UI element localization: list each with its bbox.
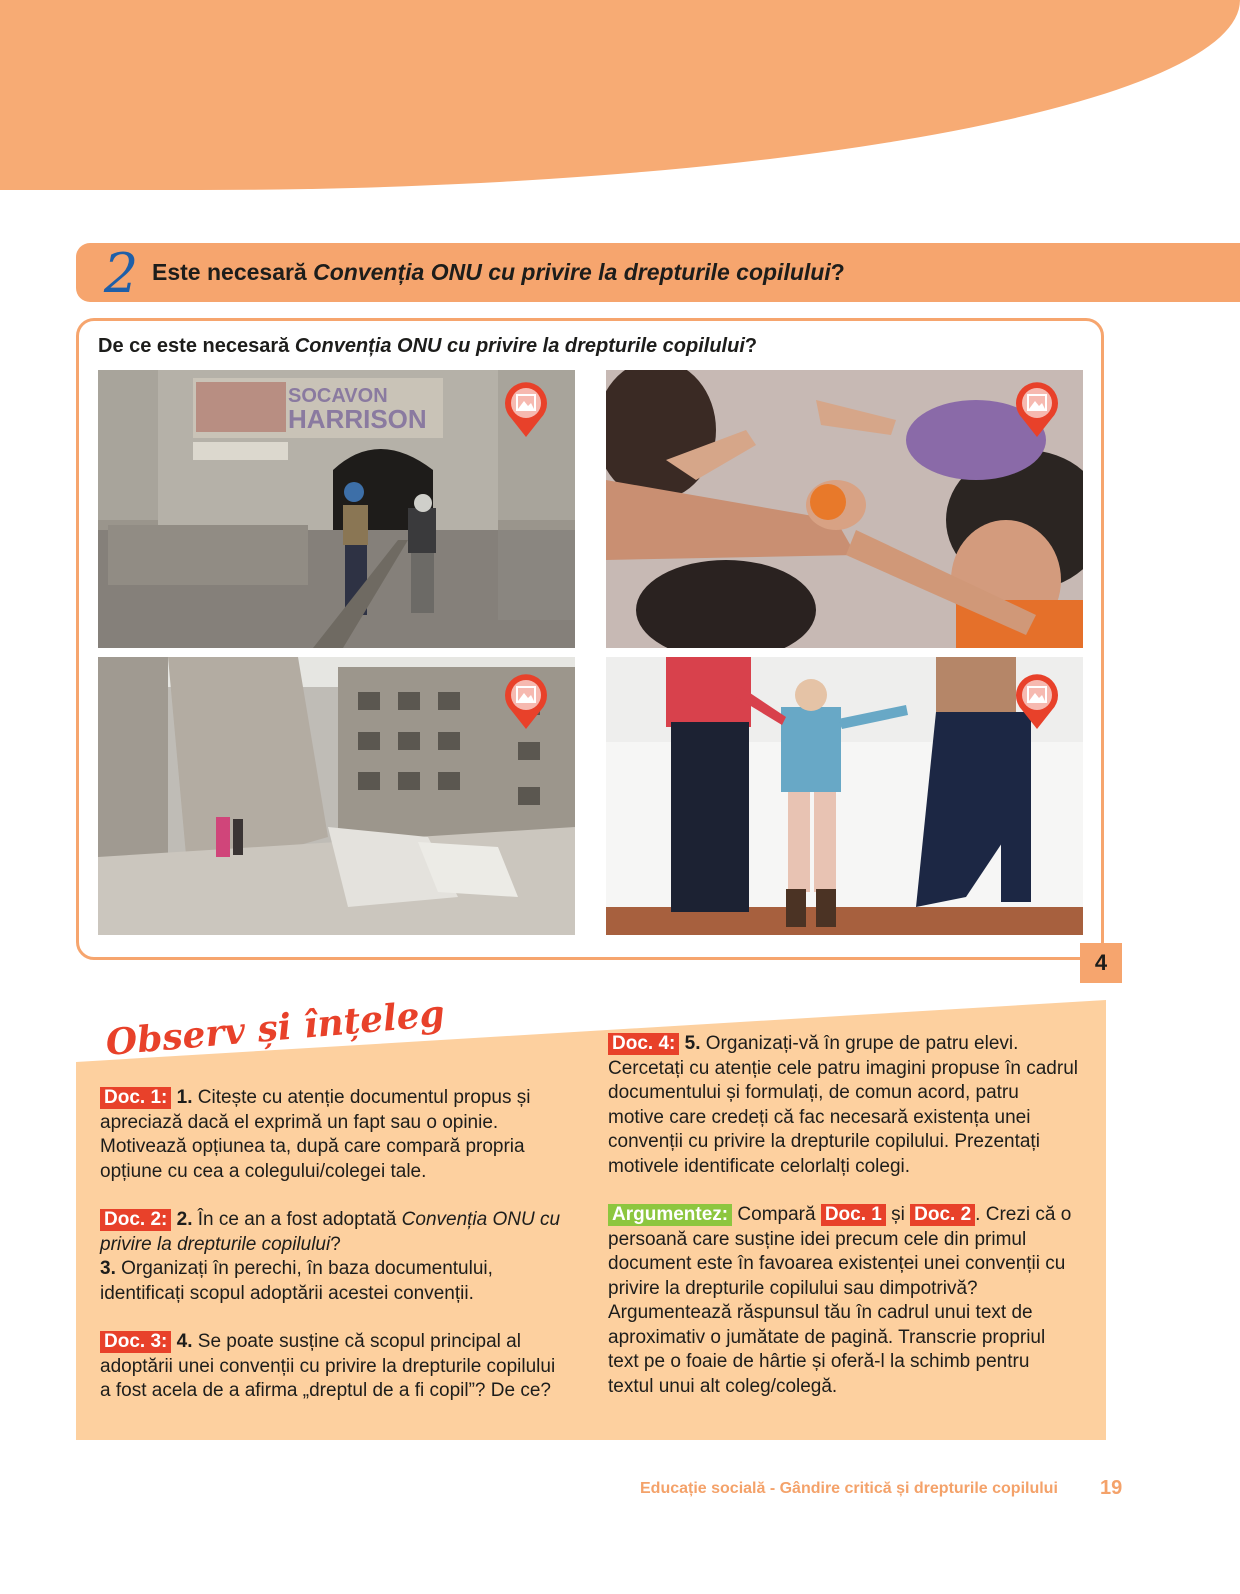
top-decorative-band	[0, 0, 1240, 190]
tasks-heading: Observ și înțeleg	[104, 992, 447, 1064]
doc2-tag: Doc. 2:	[100, 1209, 171, 1231]
doc1-tag: Doc. 1:	[100, 1087, 171, 1109]
section-number: 2	[103, 242, 139, 305]
document-number-badge: 4	[1080, 943, 1122, 983]
sign-line-1: SOCAVON	[288, 385, 388, 407]
tasks-left-column	[100, 1086, 570, 1428]
doc3-tag: Doc. 3:	[100, 1331, 171, 1353]
photo-child-parents	[606, 657, 1083, 935]
footer-book-title: Educație socială - Gândire critică și drepturile copilului	[640, 1480, 1058, 1497]
task-argument: Argumentez: Compară Doc. 1 și Doc. 2 . Crezi că o persoană care susține idei precum cele din primul document este în favoarea existenței unei convenții cu privire la drepturile copilului sau dimpotrivă? Argumentează răspunsul tău în cadrul unui text de aproximativ o jumătate de pagină. Transcrie propriul text pe o foaie de hârtie și oferă-l la schimb pentru textul unui alt coleg/colegă.	[608, 1204, 1072, 1397]
image-pin-icon[interactable]	[503, 672, 549, 730]
tasks-right-column	[608, 1032, 1078, 1423]
task-doc3: Doc. 3: 4. Se poate susține că scopul principal al adoptării unei convenții cu privire la drepturile copilului a fost acela de a afirma „dreptul de a fi copil”? De ce?	[100, 1331, 556, 1401]
task-doc4: Doc. 4: 5. Organizați-vă în grupe de patru elevi. Cercetați cu atenție cele patru imagini propuse în cadrul documentului și formulați, de comun acord, patru motive care credeți că fac necesară existența unei convenții cu privire la drepturile copilului. Prezentați motivele identificate celorlalți colegi.	[608, 1033, 1078, 1177]
photo-children-hands	[606, 370, 1083, 648]
image-pin-icon[interactable]	[1014, 380, 1060, 438]
document-question: De ce este necesară Convenția ONU cu privire la drepturile copilului?	[98, 335, 758, 357]
image-pin-icon[interactable]	[1014, 672, 1060, 730]
doc4-tag: Doc. 4:	[608, 1033, 679, 1055]
task-doc2: Doc. 2: 2. În ce an a fost adoptată Convenția ONU cu privire la drepturile copilului? 3. Organizați în perechi, în baza documentului, identificați scopul adoptării acestei convenții.	[100, 1209, 561, 1304]
section-title: Este necesară Convenția ONU cu privire la drepturile copilului?	[152, 259, 845, 285]
argumentez-tag: Argumentez:	[608, 1204, 732, 1226]
task-doc1: Doc. 1: 1. Citește cu atenție documentul propus și apreciază dacă el exprimă un fapt sau o opinie. Motivează opțiunea ta, după care compară propria opțiune cu cea a colegului/colegei tale.	[100, 1087, 531, 1182]
page-number: 19	[1100, 1477, 1123, 1499]
doc1-reference: Doc. 1	[821, 1204, 886, 1226]
image-pin-icon[interactable]	[503, 380, 549, 438]
doc2-reference: Doc. 2	[910, 1204, 975, 1226]
sign-line-2: HARRISON	[288, 404, 427, 434]
